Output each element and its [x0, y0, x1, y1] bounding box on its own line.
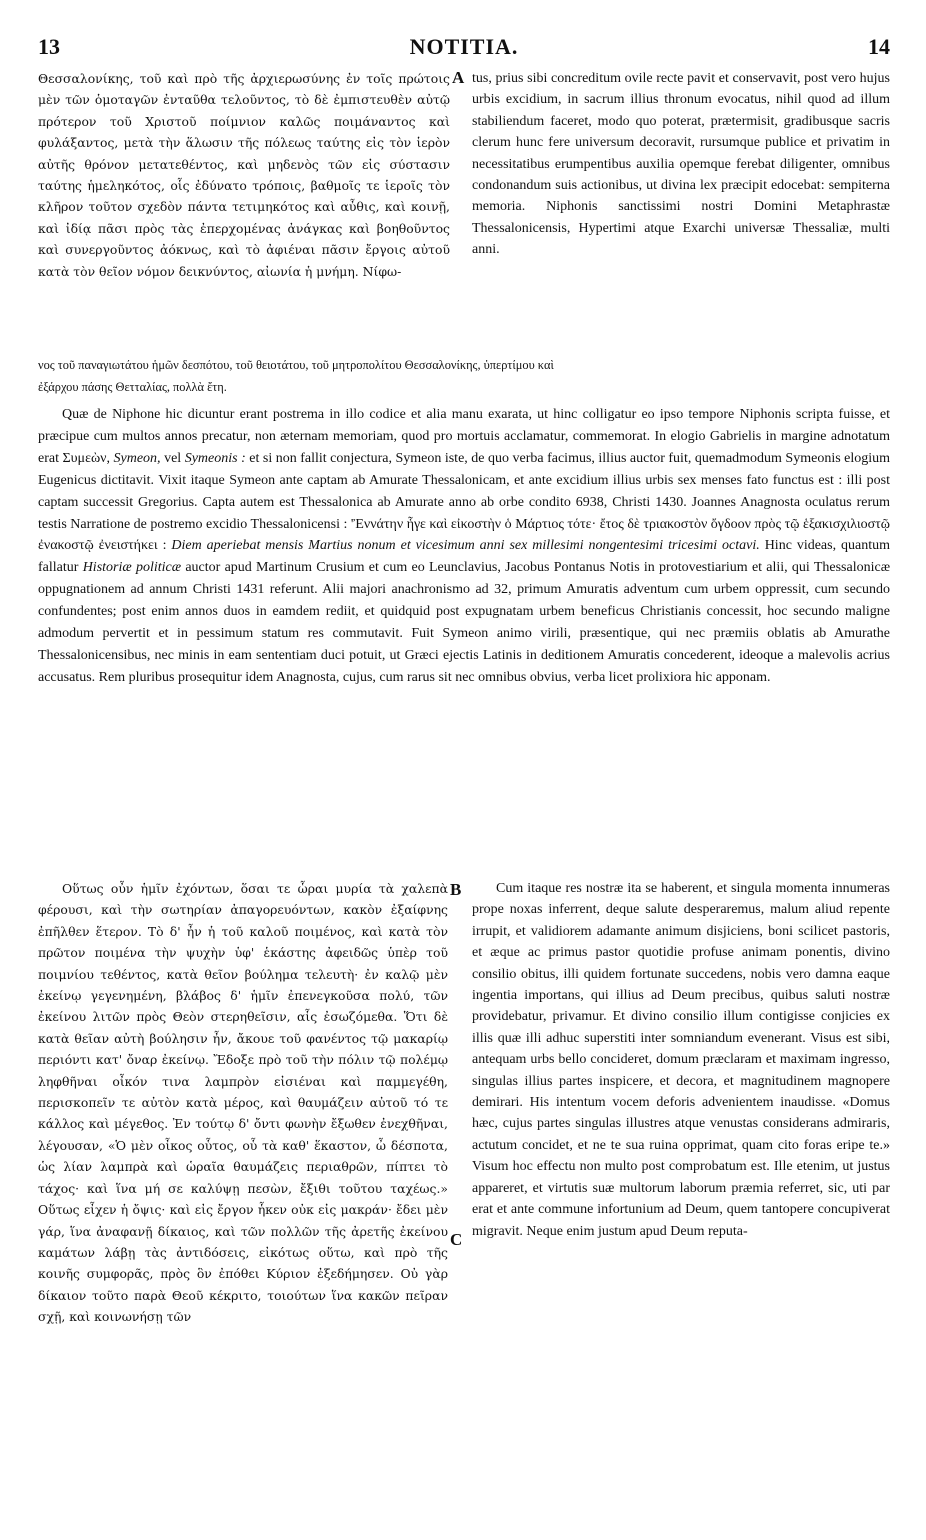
top-greek-fullwidth-line-1: νος τοῦ παναγιωτάτου ἡμῶν δεσπότου, τοῦ θειοτάτου, τοῦ μητροπολίτου Θεσσαλονίκης, ὑπερτίμου καὶ	[38, 358, 554, 372]
commentary-text-2: et si non fallit conjectura, Symeon iste, de quo verba facimus, illius auctor fuit, quemadmodum Symeonis elogium Eugenicus dictitavit. Vixit itaque Symeon ante captam ab Amurate Thessalonicam, et ante excidium illius urbis sex menses fato functus est : illi post captam successit Gregorius. Capta autem est Thessalonica ab Amurate anno ab orbe condito 6938, Christi 1430. Joannes Anagnosta oculatus rerum testis Narratione de postremo excidio Thessalonicensi : 'Ἐννάτην ἦγε καὶ εἰκοστὴν ὁ Μάρτιος τότε· ἔτος δὲ τριακοστὸν ὄγδοον πρὸς τῷ ἑξακισχιλιοστῷ ἐνακοστῷ ἐνειστήκει :	[38, 450, 890, 554]
bottom-latin-column: Cum itaque res nostræ ita se haberent, et singula momenta innumeras prope noxas inferrent, deque salute desperaremus, malum aliud repente irrupit, et validiorem adamante animum disjiciens, boni scilicet pastoris, et æque ac primus pastor quotidie profuse animam ponentis, divino consilio obitus, illi quidem fortunate succedens, nobis vero damna eaque ingentia importans, qui illius ad Deum precibus, quibus saluti nostræ providebatur, privamur. Et divino consilio illum contigisse conjicies ex illis quæ illi adhuc superstiti inter somniandum evenerant. Visus est sibi, antequam urbs bello concideret, domum præclaram et maximam ingresso, singulas illius partes inspicere, et decora, et magnitudinem magnopere demirari. His intentum vocem deforis advenientem inaudisse. «Domus hæc, cujus partes singulas illustres atque venustas considerans admiraris, actutum concidet, et ne te sua ruina opprimat, quam cito foras eripe te.» Visum hoc effectu non multo post comprobatum est. Ille etenim, ut justus appareret, et virtutis suæ multorum laborum præmia referret, sic, uti par erat et ante commune infortunium ad Deum, quem tantopere concupiverat migravit. Neque enim justum apud Deum reputa-	[472, 881, 890, 1239]
right-page-number: 14	[868, 34, 890, 59]
margin-letter-b: B	[450, 880, 462, 899]
bottom-greek-column: Οὕτως οὖν ἡμῖν ἐχόντων, ὅσαι τε ὧραι μυρία τὰ χαλεπὰ φέρουσι, καὶ τὴν σωτηρίαν ἀπαγορευόντων, κακὸν ἐξαίφνης ἐπῆλθεν ἕτερον. Τὸ δ' ἦν ἡ τοῦ καλοῦ ποιμένος, καὶ κατὰ τὸν πρῶτον ποιμένα τὴν ψυχὴν ὑφ' ἑκάστης ἀφειδῶς ὑπὲρ τοῦ ποιμνίου τεθέντος, κατὰ θεῖον βούλημα τελευτὴ· ἐν καλῷ μὲν ἐκείνῳ γεγενημένη, βλάβος δ' ἡμῖν ἐπενεγκοῦσα πολύ, τῶν ἐκείνου λιτῶν πρὸς Θεὸν στερηθεῖσιν, αἷς ἐσωζόμεθα. Ὅτι δὲ κατὰ θεῖαν αὐτὴ βούλησιν ἦν, ἄκουε τοῦ φανέντος τῷ μακαρίῳ περιόντι κατ' ὄναρ ἐκείνῳ. Ἔδοξε πρὸ τοῦ τὴν πόλιν τῷ πολέμῳ ληφθῆναι οἶκόν τινα λαμπρὸν εἰσιέναι καὶ παμμεγέθη, περισκοπεῖν τε αὐτὸν κατὰ μέρος, καὶ θαυμάζειν αὐτοῦ τό τε κάλλος καὶ μέγεθος. Ἐν τούτῳ δ' ὄντι φωνὴν ἔξωθεν ἐνεχθῆναι, λέγουσαν, «Ὁ μὲν οἶκος οὗτος, οὗ τὰ καθ' ἕκαστον, ὦ δέσποτα, ὡς λίαν λαμπρὰ καὶ ὡραῖα θαυμάζεις περιαθρῶν, πίπτει τὸ τάχος· καὶ ἵνα μή σε καλύψῃ πεσὼν, ἔξιθι τοῦτου ταχέως.» Οὕτως εἶχεν ἡ ὄψις· καὶ εἰς ἔργον ἧκεν οὐκ εἰς μακράν· ἔδει μὲν γάρ, ἵνα ἀναφανῇ δίκαιος, καὶ τῶν πολλῶν τῆς ἀρετῆς ἐκείνου καμάτων λάβῃ τὰς ἀντιδόσεις, εἰκότως οὕτω, καὶ πρὸ τῆς κοινῆς συμφορᾶς, πρὸς ὃν ἐπόθει Κύριον ἐξεδήμησεν. Οὐ γὰρ δίκαιον τοῦτο παρὰ Θεοῦ κέκριτο, τοιούτων ἵνα κακῶν πεῖραν σχῇ, καὶ κοινωνήσῃ τῶν	[38, 881, 448, 1325]
top-greek-fullwidth-line-2: ἐξάρχου πάσης Θετταλίας, πολλὰ ἔτη.	[38, 380, 227, 394]
commentary-italic-quote: Diem aperiebat mensis Martius nonum et vicesimum anni sex millesimi nongentesimi tricesimi octavi.	[171, 538, 760, 554]
commentary-text-vel: vel	[164, 450, 182, 466]
top-latin-column: tus, prius sibi concreditum ovile recte pavit et conservavit, post vero hujus urbis excidium, in sacrum illius thronum evocatus, nihil quod ad illum stabiliendum faceret, modo quo poterat, prætermisit, gradibusque sacris clerum hunc fere universum decoravit, rursumque publice et privatim in necessitatibus erumpentibus auxilia opemque ferebat diligenter, omnibus condonandum suis actionibus, ut divina lex præcipit edocebat: sempiterna memoria. Niphonis sanctissimi nostri Domini Metaphrastæ Thessalonicensis, Hypertimi atque Exarchi universæ Thessaliæ, multi anni.	[472, 71, 890, 258]
commentary-italic-symeonis: Symeonis :	[184, 450, 246, 466]
commentary-italic-historiae: Historiæ politicæ	[82, 560, 182, 576]
margin-letter-c: C	[450, 1230, 463, 1249]
running-header	[38, 34, 890, 64]
margin-letter-a: A	[452, 68, 465, 87]
commentary-text-3: Hinc videas, quantum fallatur	[38, 538, 890, 576]
top-greek-column: Θεσσαλονίκης, τοῦ καὶ πρὸ τῆς ἀρχιερωσύνης ἐν τοῖς πρώτοις μὲν τῶν ὁμοταγῶν ἐνταῦθα τελοῦντος, τὸ δὲ ἐμπιστευθὲν αὐτῷ πρότερον τοῦ Χριστοῦ ποίμνιον καλῶς ποιμάναντος καὶ φυλάξαντος, μετὰ τὴν ἅλωσιν τῆς πόλεως ταύτης εἰς τὸν ἱερὸν αὐτῆς θρόνον μετατεθέντος, καὶ μηδενὸς τῶν εἰς σύστασιν ταύτης ἡμεληκότος, οἷς ἐδύνατο τρόποις, βαθμοῖς τε ἱεροῖς τὸν κλῆρον τοῦτον σχεδὸν πάντα τετιμηκότος καὶ αὖθις, καὶ κοινῇ, καὶ ἰδίᾳ πᾶσι πρὸς τὰς ἐπερχομένας ἀνάγκας καὶ βοηθοῦντος καὶ συνεργοῦντος ἀόκνως, καὶ τὸ ἀφιέναι πᾶσιν ἔργοις αὐτοῦ κατὰ τὸν θεῖον νόμον δεικνύντος, αἰωνία ἡ μνήμη. Νίφω-	[38, 71, 450, 279]
commentary-paragraph	[38, 404, 890, 868]
running-title: NOTITIA.	[409, 34, 519, 59]
commentary-italic-symeon: Symeon,	[113, 450, 161, 466]
left-page-number: 13	[38, 34, 60, 59]
commentary-text-1: Quæ de Niphone hic dicuntur erant postrema in illo codice et alia manu exarata, ut hinc colligatur eo ipso tempore Niphonis scripta fuisse, et præcipue cum multos annos precatur, non æternam memoriam, quod pro mortuis acclamatur, commemorat. In elogio Gabrielis in margine adnotatum erat Συμεὼν,	[38, 407, 890, 466]
commentary-text-4: auctor apud Martinum Crusium et cum eo Leunclavius, Jacobus Pontanus Notis in protovestiarium et alii, qui Thessalonicæ oppugnationem ad annum Christi 1431 referunt. Alii majori anachronismo ad 32, primum Amuratis adventum cum urbem oppressit, cum secundo confundentes; post enim annos duos in eamdem rediit, et quidquid post expugnatam urbem beneficus Christianis concessit, hoc secundo maligne admodum pervertit et in pessimum statum res commutavit. Fuit Symeon animo virili, præsentique, qui nec præmiis oblatis ab Amurathe Thessalonicensibus, nec minis in eam sententiam duci potuit, ut Græci ejectis Latinis in deditionem Amuratis concederent, ideoque a malevolis acrius accusatus. Rem pluribus prosequitur idem Anagnosta, cujus, cum rarus sit nec omnibus obvius, verba licet prolixiora hic apponam.	[38, 560, 890, 685]
